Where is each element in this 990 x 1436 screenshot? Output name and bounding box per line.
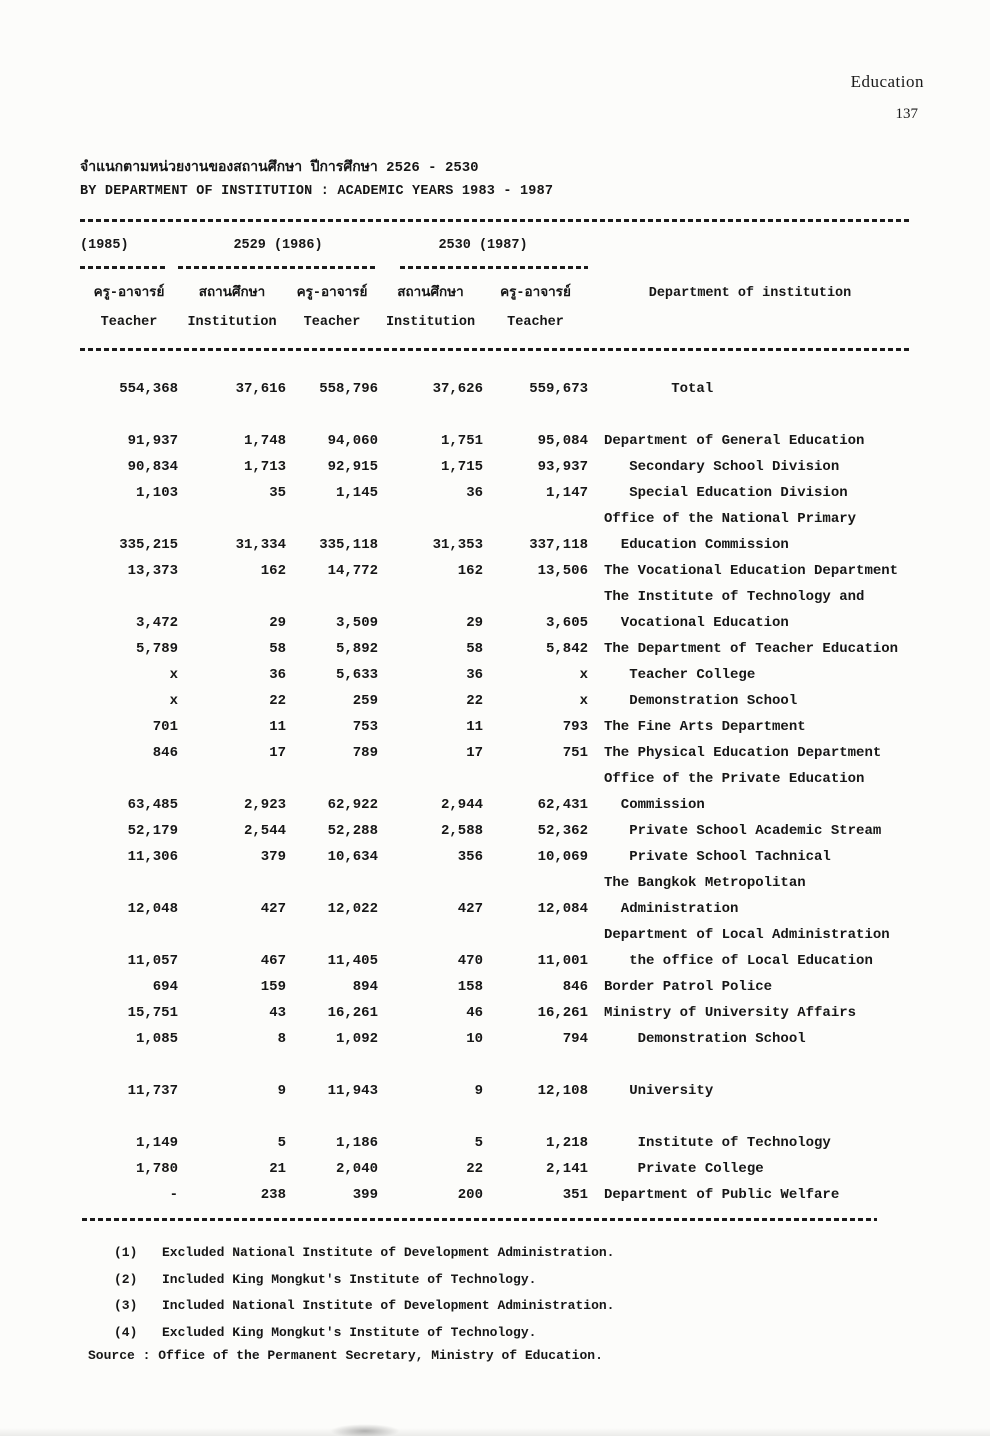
table-row: [80, 766, 912, 792]
table-row: [80, 688, 912, 714]
cell-value: 31,353: [432, 537, 483, 553]
col-header-institution-thai: สถานศึกษา: [397, 286, 464, 301]
scan-edge-shading: [0, 1428, 990, 1436]
col-header-teacher: Teacher: [303, 315, 361, 330]
cell-value: 43: [269, 1005, 286, 1021]
cell-value: 1,085: [135, 1031, 178, 1047]
row-label: The Institute of Technology and: [604, 589, 865, 605]
cell-value: 351: [562, 1187, 588, 1203]
col-header-department: Department of institution: [648, 286, 852, 301]
cell-value: 1,149: [135, 1135, 178, 1151]
cell-value: 1,218: [545, 1135, 588, 1151]
row-label: Commission: [604, 797, 705, 813]
row-label: Office of the National Primary: [604, 511, 857, 527]
cell-value: 11,943: [327, 1083, 378, 1099]
cell-value: 162: [457, 563, 483, 579]
cell-value: 46: [466, 1005, 483, 1021]
cell-value: 11,405: [327, 953, 378, 969]
footnote-line: [114, 1240, 614, 1267]
cell-value: [378, 766, 483, 792]
table-body: [80, 376, 912, 1208]
cell-value: 200: [457, 1187, 483, 1203]
row-gap: [80, 1052, 912, 1078]
cell-value: [286, 584, 378, 610]
cell-value: [483, 506, 588, 532]
footnote-text: Excluded National Institute of Development Administration.: [162, 1245, 615, 1260]
cell-value: 29: [466, 615, 483, 631]
cell-value: [378, 506, 483, 532]
row-label: The Bangkok Metropolitan: [604, 875, 806, 891]
footnote-marker: (3): [114, 1298, 138, 1313]
cell-value: 751: [562, 745, 588, 761]
table-row: [80, 428, 912, 454]
cell-value: 335,215: [119, 537, 178, 553]
source-line: Source : Office of the Permanent Secretary, Ministry of Education.: [88, 1348, 603, 1363]
row-label: Education Commission: [604, 537, 789, 553]
section-label: Education: [850, 72, 924, 91]
page-number: 137: [895, 106, 918, 122]
cell-value: 3,605: [545, 615, 588, 631]
table-row: [80, 896, 912, 922]
table-row: [80, 922, 912, 948]
cell-value: 1,145: [335, 485, 378, 501]
cell-value: 5: [474, 1135, 483, 1151]
year-group-1985: (1985): [80, 238, 129, 253]
col-header-teacher-thai: ครู-อาจารย์: [93, 286, 165, 301]
dashed-underline: [80, 266, 168, 269]
footnote-marker: (2): [114, 1271, 138, 1287]
row-label: Total: [604, 381, 714, 397]
cell-value: 22: [269, 693, 286, 709]
cell-value: 1,780: [135, 1161, 178, 1177]
cell-value: 399: [352, 1187, 378, 1203]
column-header-row-thai: [80, 280, 912, 308]
cell-value: 91,937: [127, 433, 178, 449]
footnote-marker: (1): [114, 1245, 138, 1260]
cell-value: 335,118: [319, 537, 378, 553]
cell-value: [80, 922, 178, 948]
col-header-teacher: Teacher: [100, 315, 158, 330]
cell-value: 238: [260, 1187, 286, 1203]
table-row: [80, 376, 912, 402]
row-label: Demonstration School: [604, 1031, 806, 1047]
cell-value: 36: [466, 667, 483, 683]
cell-value: 31,334: [235, 537, 286, 553]
cell-value: 558,796: [319, 381, 378, 397]
cell-value: 11,001: [537, 953, 588, 969]
cell-value: 2,141: [545, 1161, 588, 1177]
table-row: [80, 844, 912, 870]
cell-value: 5,633: [335, 667, 378, 683]
cell-value: 36: [269, 667, 286, 683]
cell-value: 95,084: [537, 433, 588, 449]
cell-value: 794: [562, 1031, 588, 1047]
cell-value: [80, 870, 178, 896]
cell-value: [378, 922, 483, 948]
table-row: [80, 870, 912, 896]
cell-value: 846: [562, 979, 588, 995]
cell-value: 5,842: [545, 641, 588, 657]
cell-value: 12,084: [537, 901, 588, 917]
cell-value: 12,048: [127, 901, 178, 917]
row-label: Department of Public Welfare: [604, 1187, 840, 1203]
cell-value: [178, 506, 286, 532]
cell-value: 259: [352, 693, 378, 709]
cell-value: 22: [466, 693, 483, 709]
cell-value: [178, 870, 286, 896]
cell-value: 554,368: [119, 381, 178, 397]
cell-value: [286, 506, 378, 532]
cell-value: [483, 584, 588, 610]
cell-value: 753: [352, 719, 378, 735]
dashed-underline: [178, 266, 378, 269]
table-row: [80, 792, 912, 818]
cell-value: 1,092: [335, 1031, 378, 1047]
row-label: Office of the Private Education: [604, 771, 865, 787]
table-row: [80, 1000, 912, 1026]
cell-value: 11: [269, 719, 286, 735]
cell-value: [80, 766, 178, 792]
cell-value: 17: [466, 745, 483, 761]
footnote-text: Excluded King Mongkut's Institute of Technology.: [162, 1324, 537, 1340]
row-label: Secondary School Division: [604, 459, 840, 475]
cell-value: 2,588: [440, 823, 483, 839]
row-gap: [80, 402, 912, 428]
cell-value: [378, 870, 483, 896]
cell-value: 11,737: [127, 1083, 178, 1099]
footnotes: [114, 1240, 614, 1346]
cell-value: 11: [466, 719, 483, 735]
cell-value: 37,616: [235, 381, 286, 397]
row-label: The Physical Education Department: [604, 745, 882, 761]
cell-value: 13,373: [127, 563, 178, 579]
cell-value: 29: [269, 615, 286, 631]
row-label: Department of Local Administration: [604, 927, 890, 943]
cell-value: 470: [457, 953, 483, 969]
cell-value: 694: [152, 979, 178, 995]
table-row: [80, 480, 912, 506]
cell-value: x: [169, 667, 178, 683]
cell-value: 62,922: [327, 797, 378, 813]
cell-value: 2,944: [440, 797, 483, 813]
cell-value: 3,509: [335, 615, 378, 631]
cell-value: 162: [260, 563, 286, 579]
cell-value: 16,261: [327, 1005, 378, 1021]
footnote-text: Included National Institute of Development Administration.: [162, 1298, 615, 1313]
cell-value: 12,108: [537, 1083, 588, 1099]
cell-value: [483, 766, 588, 792]
row-label: The Vocational Education Department: [604, 563, 899, 579]
cell-value: 159: [260, 979, 286, 995]
table-row: [80, 636, 912, 662]
separator-line-bottom: [82, 1218, 877, 1221]
table-row: [80, 662, 912, 688]
row-label: Ministry of University Affairs: [604, 1005, 857, 1021]
cell-value: 337,118: [529, 537, 588, 553]
cell-value: [286, 870, 378, 896]
row-label: Institute of Technology: [604, 1135, 831, 1151]
row-label: Private College: [604, 1161, 764, 1177]
cell-value: x: [169, 693, 178, 709]
separator-line-top: [80, 219, 912, 222]
cell-value: 1,147: [545, 485, 588, 501]
cell-value: 11,057: [127, 953, 178, 969]
footnote-line: [114, 1267, 614, 1294]
row-label: Special Education Division: [604, 485, 848, 501]
year-underline-row: [80, 266, 912, 270]
cell-value: [286, 766, 378, 792]
footnote-line: [114, 1293, 614, 1320]
cell-value: 427: [260, 901, 286, 917]
table-row: [80, 532, 912, 558]
row-label: Demonstration School: [604, 693, 798, 709]
cell-value: 35: [269, 485, 286, 501]
cell-value: 1,715: [440, 459, 483, 475]
cell-value: 379: [260, 849, 286, 865]
cell-value: [80, 506, 178, 532]
column-header-row-english: [80, 310, 912, 336]
cell-value: 3,472: [135, 615, 178, 631]
col-header-institution: Institution: [187, 315, 277, 330]
cell-value: 10: [466, 1031, 483, 1047]
cell-value: 1,103: [135, 485, 178, 501]
cell-value: 9: [474, 1083, 483, 1099]
row-gap: [80, 1104, 912, 1130]
row-label: Administration: [604, 901, 739, 917]
table-row: [80, 1156, 912, 1182]
cell-value: 701: [152, 719, 178, 735]
cell-value: 846: [152, 745, 178, 761]
cell-value: [178, 922, 286, 948]
row-label: Teacher College: [604, 667, 756, 683]
table-row: [80, 948, 912, 974]
cell-value: 58: [269, 641, 286, 657]
cell-value: 36: [466, 485, 483, 501]
table-row: [80, 740, 912, 766]
table-row: [80, 506, 912, 532]
cell-value: 5: [277, 1135, 286, 1151]
cell-value: 10,069: [537, 849, 588, 865]
table-row: [80, 1182, 912, 1208]
cell-value: 2,923: [243, 797, 286, 813]
table-row: [80, 584, 912, 610]
cell-value: -: [169, 1187, 178, 1203]
cell-value: 90,834: [127, 459, 178, 475]
cell-value: 789: [352, 745, 378, 761]
cell-value: [286, 922, 378, 948]
cell-value: 467: [260, 953, 286, 969]
cell-value: 356: [457, 849, 483, 865]
table-row: [80, 610, 912, 636]
cell-value: x: [579, 693, 588, 709]
row-label: Private School Tachnical: [604, 849, 831, 865]
table-row: [80, 714, 912, 740]
table-row: [80, 818, 912, 844]
col-header-teacher-thai: ครู-อาจารย์: [296, 286, 368, 301]
row-label: Private School Academic Stream: [604, 823, 882, 839]
cell-value: 9: [277, 1083, 286, 1099]
cell-value: 10,634: [327, 849, 378, 865]
cell-value: 894: [352, 979, 378, 995]
row-label: The Fine Arts Department: [604, 719, 806, 735]
cell-value: 5,789: [135, 641, 178, 657]
cell-value: 22: [466, 1161, 483, 1177]
table-row: [80, 454, 912, 480]
cell-value: 92,915: [327, 459, 378, 475]
title-english: BY DEPARTMENT OF INSTITUTION : ACADEMIC YEARS 1983 - 1987: [80, 184, 554, 199]
cell-value: 1,186: [335, 1135, 378, 1151]
col-header-institution-thai: สถานศึกษา: [198, 286, 266, 301]
title-thai: จำแนกตามหน่วยงานของสถานศึกษา ปีการศึกษา 2526 - 2530: [80, 160, 479, 176]
cell-value: 58: [466, 641, 483, 657]
row-label: Vocational Education: [604, 615, 789, 631]
cell-value: [483, 922, 588, 948]
cell-value: 1,713: [243, 459, 286, 475]
cell-value: 12,022: [327, 901, 378, 917]
col-header-teacher-thai: ครู-อาจารย์: [500, 286, 571, 301]
cell-value: 2,040: [335, 1161, 378, 1177]
cell-value: 52,362: [537, 823, 588, 839]
cell-value: 14,772: [327, 563, 378, 579]
year-header-row: [80, 238, 912, 260]
year-group-2530-1987: 2530 (1987): [438, 238, 528, 253]
cell-value: 17: [269, 745, 286, 761]
cell-value: 93,937: [537, 459, 588, 475]
cell-value: 62,431: [537, 797, 588, 813]
table-row: [80, 558, 912, 584]
cell-value: [483, 870, 588, 896]
cell-value: 1,748: [243, 433, 286, 449]
cell-value: 15,751: [127, 1005, 178, 1021]
col-header-teacher: Teacher: [507, 315, 564, 330]
table-row: [80, 1026, 912, 1052]
cell-value: 5,892: [335, 641, 378, 657]
cell-value: 52,179: [127, 823, 178, 839]
cell-value: 21: [269, 1161, 286, 1177]
year-group-2529-1986: 2529 (1986): [233, 238, 323, 253]
cell-value: 63,485: [127, 797, 178, 813]
footnote-text: Included King Mongkut's Institute of Technology.: [162, 1271, 537, 1287]
cell-value: 427: [457, 901, 483, 917]
cell-value: x: [579, 667, 588, 683]
separator-line-header: [80, 348, 912, 351]
cell-value: 16,261: [537, 1005, 588, 1021]
cell-value: 793: [562, 719, 588, 735]
row-label: The Department of Teacher Education: [604, 641, 899, 657]
cell-value: 37,626: [432, 381, 483, 397]
footnote-marker: (4): [114, 1324, 138, 1340]
row-label: University: [604, 1083, 714, 1099]
cell-value: 1,751: [440, 433, 483, 449]
dashed-underline: [400, 266, 588, 269]
cell-value: [378, 584, 483, 610]
table-row: [80, 974, 912, 1000]
page-corner: [851, 72, 924, 123]
cell-value: 8: [277, 1031, 286, 1047]
table-row: [80, 1130, 912, 1156]
cell-value: [178, 584, 286, 610]
table-row: [80, 1078, 912, 1104]
cell-value: [80, 584, 178, 610]
cell-value: 52,288: [327, 823, 378, 839]
footnote-line: [114, 1320, 614, 1347]
row-label: Department of General Education: [604, 433, 865, 449]
row-label: Border Patrol Police: [604, 979, 773, 995]
cell-value: [178, 766, 286, 792]
cell-value: 11,306: [127, 849, 178, 865]
cell-value: 94,060: [327, 433, 378, 449]
cell-value: 2,544: [243, 823, 286, 839]
cell-value: 559,673: [529, 381, 588, 397]
row-label: the office of Local Education: [604, 953, 873, 969]
cell-value: 158: [457, 979, 483, 995]
cell-value: 13,506: [537, 563, 588, 579]
col-header-institution: Institution: [385, 315, 476, 330]
